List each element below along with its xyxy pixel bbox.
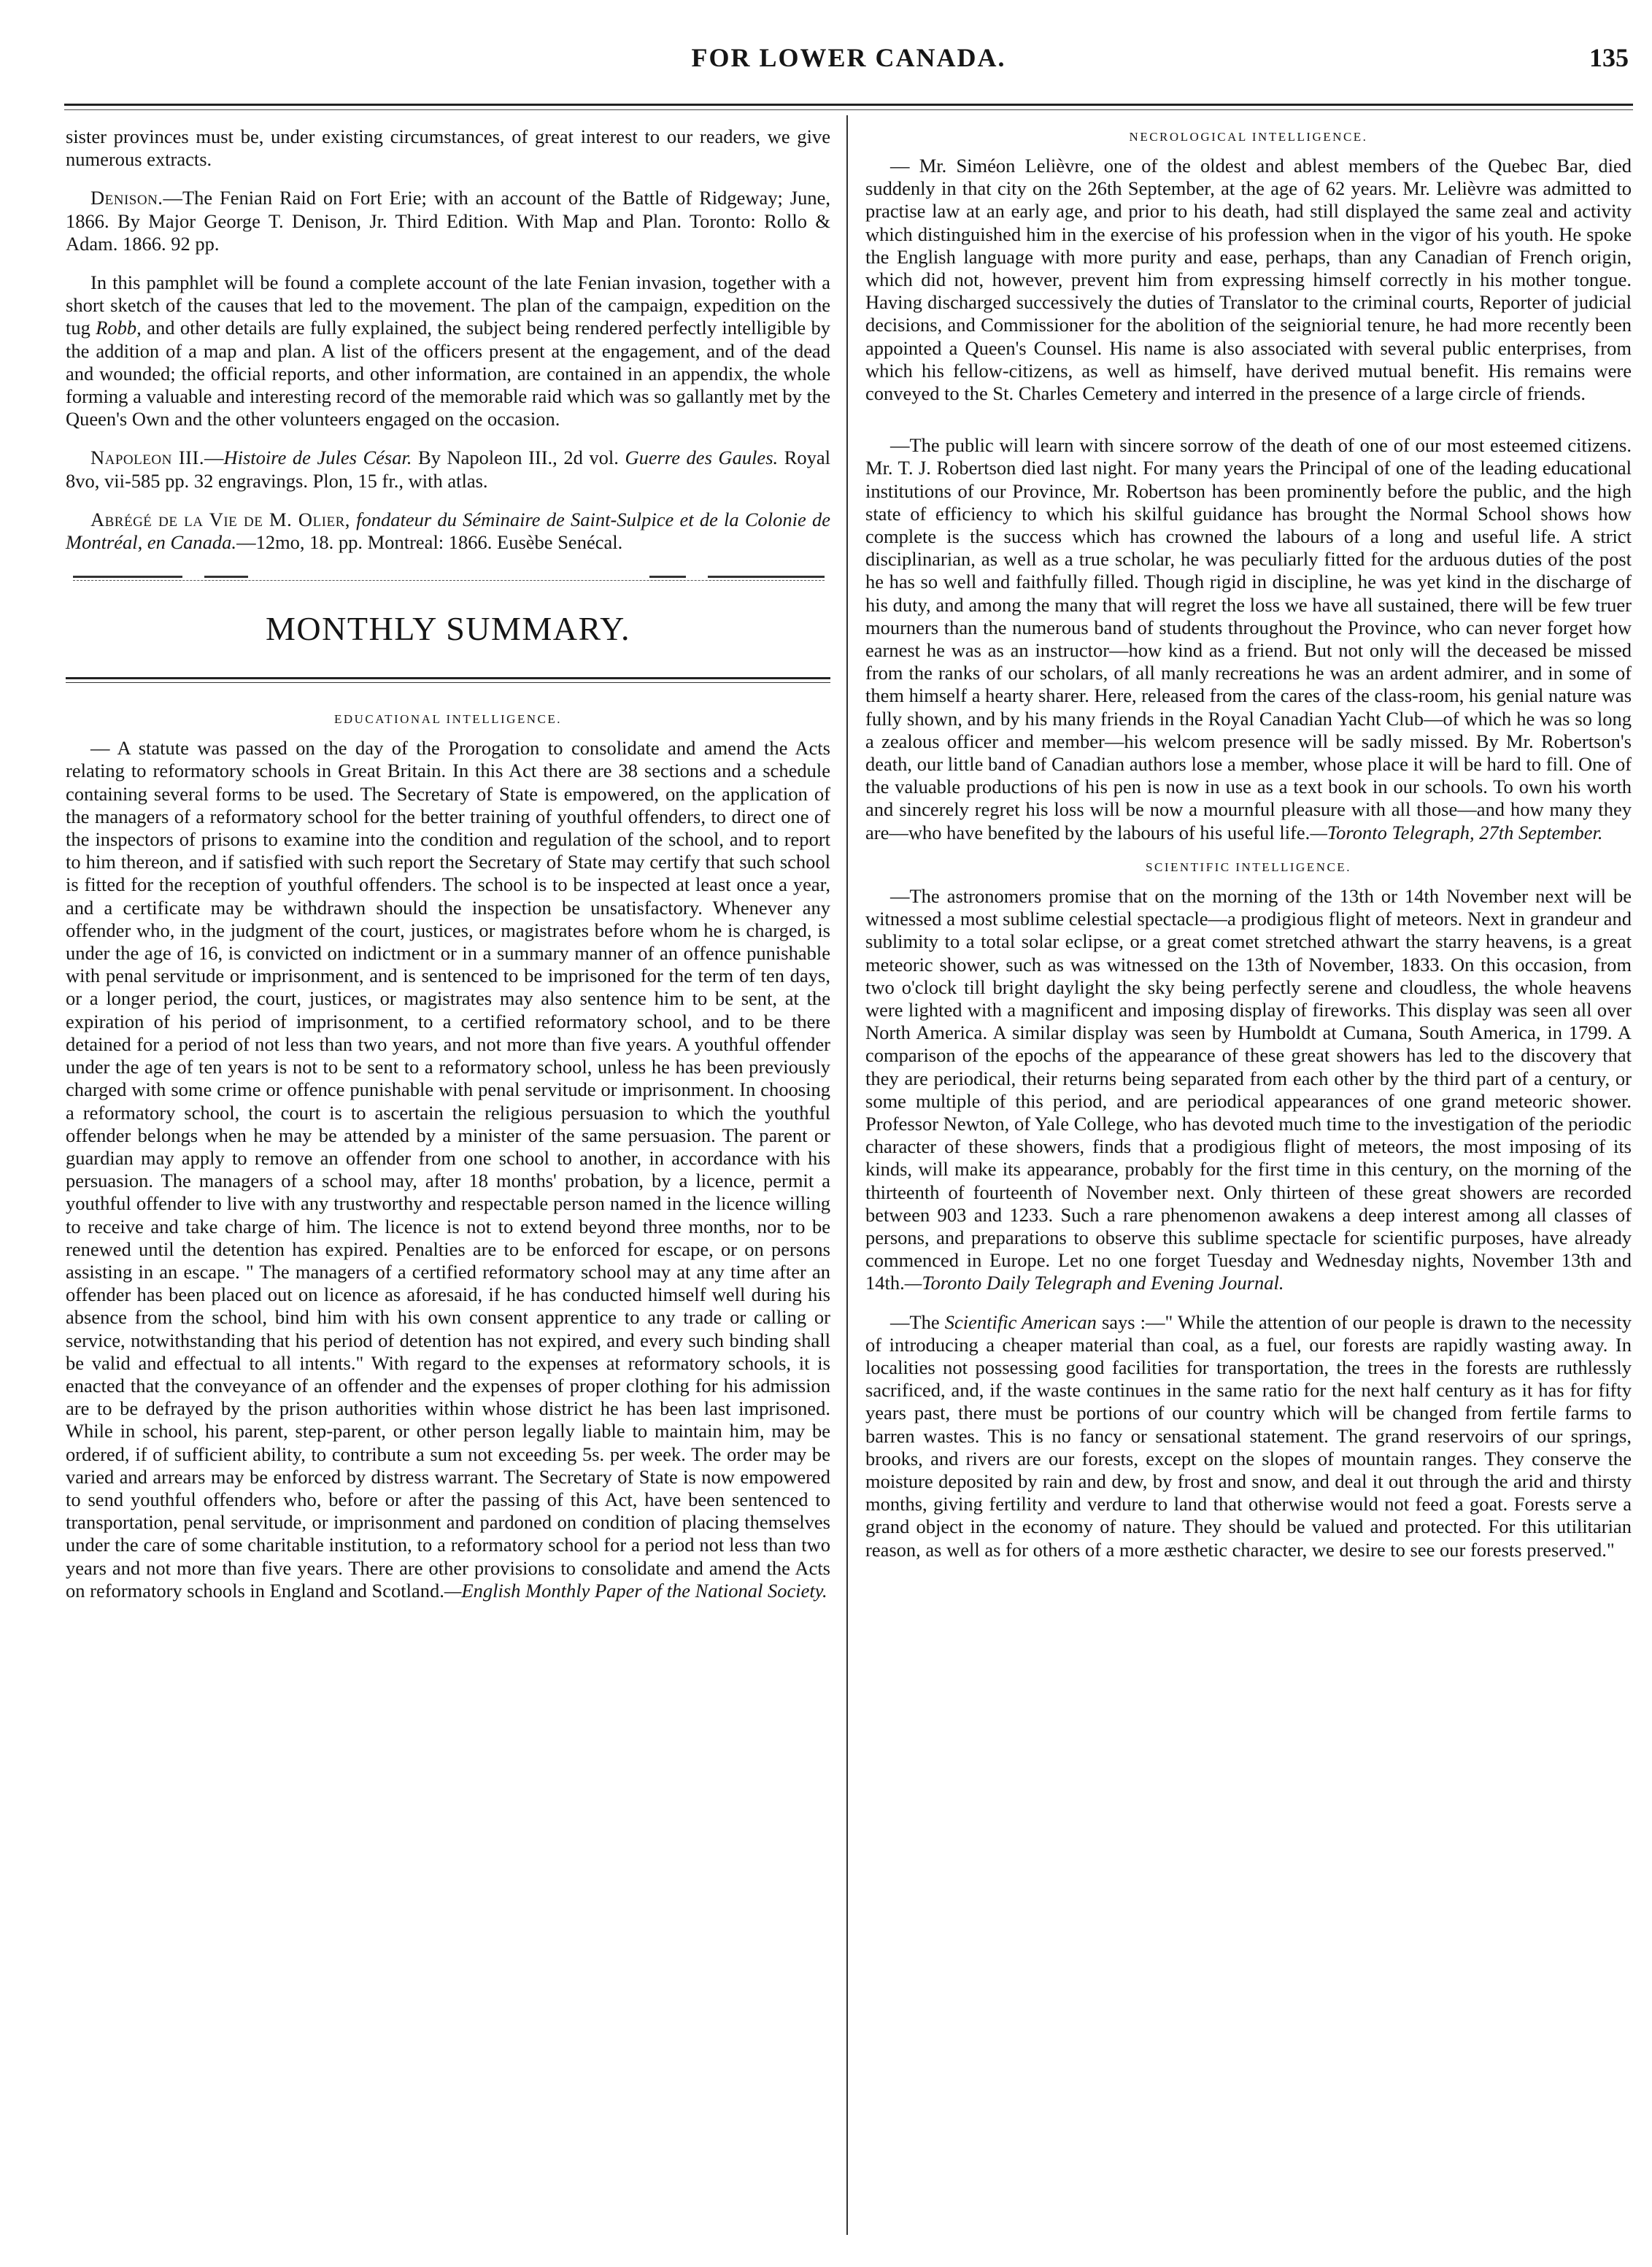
olier-text: —12mo, 18. pp. Montreal: 1866. Eusèbe Senécal. [236, 531, 623, 554]
olier-title: fondateur du Séminaire de Saint-Sulpice et de la Colonie de Montréal, en Canada. [66, 508, 831, 554]
page-header [64, 38, 1633, 82]
page-number: 135 [1589, 43, 1629, 72]
napoleon-entry [66, 447, 830, 492]
necrological-heading: NECROLOGICAL INTELLIGENCE. [1129, 130, 1368, 144]
right-column [865, 125, 1632, 1577]
robertson-text: —The public will learn with sincere sorrow of the death of one of our most esteemed citizens. Mr. T. J. Robertson died last night. For many years the Principal of one of the leading educational institutions of our Province, Mr. Robertson has been prominently before the public, and the high state of efficiency to which his skilful guidance has brought the Normal School shows how complete is the success which has crowned the labours of a long and useful life. A strict disciplinarian, as well as a true scholar, he was peculiarly fitted for the arduous duties of the post he has so well and faithfully filled. Though rigid in discipline, he was yet kind in the discharge of his duty, and among the many that will regret the loss we have all sustained, there will be few truer mourners than the numerous band of students throughout the Province, who can never forget how earnest he was as an instructor—how kind as a friend. But not only will the deceased be missed from the ranks of our scholars, of all manly recreations he was an ardent admirer, and in some of them himself a hearty sharer. Here, released from the cares of the class-room, his genial nature was fully shown, and by his many friends in the Royal Canadian Yacht Club—of which he was so long a zealous officer and member—his welcom presence will be sadly missed. By Mr. Robertson's death, our little band of Canadian authors lose a member, whose place it will be hard to fill. One of the valuable productions of his pen is now in use as a text book in our schools. To own his worth and sincerely regret his loss will be now a mournful pleasure with all those—and how many they are—who have benefited by the labours of his useful life. [865, 434, 1632, 843]
napoleon-author: Napoleon III. [90, 447, 204, 469]
running-title: FOR LOWER CANADA. [691, 43, 1006, 72]
denison-author: Denison. [90, 187, 163, 209]
educational-paragraph [66, 737, 830, 1602]
educational-heading: EDUCATIONAL INTELLIGENCE. [333, 712, 563, 727]
meteor-paragraph [865, 885, 1632, 1295]
forests-lead: —The [890, 1310, 940, 1333]
denison-review [66, 271, 830, 430]
educational-source: —English Monthly Paper of the National Society. [444, 1579, 827, 1602]
intro-paragraph: sister provinces must be, under existing circumstances, of great interest to our readers, we give numerous extracts. [66, 125, 830, 171]
denison-vessel: Robb, [96, 317, 142, 339]
napoleon-title: Histoire de Jules César. [223, 447, 412, 469]
denison-review-b: and other details are fully explained, the subject being rendered perfectly intelligible by the addition of a map and plan. A list of the officers present at the engagement, and of the dead and wounded; the official reports, and other information, are contained in an appendix, the whole forming a valuable and interesting record of the memorable raid which was so gallantly met by the Queen's Own and the other volunteers engaged on the occasion. [66, 317, 831, 430]
napoleon-subtitle: Guerre des Gaules. [625, 447, 779, 469]
olier-author: Abrégé de la Vie de M. Olier, [90, 508, 350, 530]
denison-citation: —The Fenian Raid on Fort Erie; with an account of the Battle of Ridgeway; June, 1866. By Major George T. Denison, Jr. Third Edition. With Map and Plan. Toronto: Rollo & Adam. 1866. 92 pp. [66, 187, 830, 255]
napoleon-text-a: By Napoleon III., 2d vol. [418, 447, 619, 469]
forests-periodical: Scientific American [944, 1310, 1097, 1333]
forests-text: says :—" While the attention of our people is drawn to the necessity of introducing a cheaper material than coal, as a fuel, our forests are rapidly wasting away. In localities not possessing good facilities for transportation, the trees in the forests are ruthlessly sacrificed, and, if the waste continues in the same ratio for the next half century as it has for fifty years past, there must be portions of our country which will be changed from fertile farms to barren wastes. This is no fancy or sensational statement. The grand reservoirs of our springs, brooks, and rivers are our forests, except on the slopes of mountain ranges. They conserve the moisture deposited by rain and dew, by frost and snow, and deal it out through the arid and thirsty months, giving fertility and verdure to land that otherwise would not feed a goat. Forests serve a grand object in the economy of nature. They should be valued and protected. For this utilitarian reason, as well as for others of a more æsthetic character, we desire to see our forests preserved." [865, 1310, 1632, 1561]
robertson-paragraph [865, 434, 1632, 844]
scientific-heading: SCIENTIFIC INTELLIGENCE. [1146, 860, 1351, 874]
header-rule [64, 104, 1633, 106]
educational-text: — A statute was passed on the day of the Prorogation to consolidate and amend the Acts relating to reformatory schools in Great Britain. In this Act there are 38 sections and a schedule containing several forms to be used. The Secretary of State is empowered, on the application of the managers of a reformatory school for the better training of youthful offenders, to direct one of the inspectors of prisons to examine into the condition and regulation of the school, and to report to him thereon, and if satisfied with such report the Secretary of State may certify that such school is fitted for the reception of youthful offenders. The school is to be inspected at least once a year, and a certificate may be withdrawn should the inspection be unsatisfactory. Whenever any offender who, in the judgment of the court, justices, or magistrates before whom he is charged, is under the age of 16, is convicted on indictment or in a summary manner of an offence punishable with penal servitude or imprisonment, and is sentenced to be imprisoned for the term of ten days, or a longer period, the court, justices, or magistrates may also sentence him to be sent, at the expiration of his period of imprisonment, to a certified reformatory school, and to be there detained for a period of not less than two years, and not more than five years. A youthful offender under the age of ten years is not to be sent to a reformatory school, unless he has been previously charged with some crime or offence punishable with penal servitude or imprisonment. In choosing a reformatory school, the court is to ascertain the religious persuasion to which the youthful offender belongs when he may be attended by a minister of the same persuasion. The parent or guardian may apply to remove an offender from one school to another, in accordance with his persuasion. The managers of a school may, after 18 months' probation, by a licence, permit a youthful offender to live with any trustworthy and respectable person named in the licence willing to receive and take charge of him. The licence is not to extend beyond three months, nor to be renewed until the detention has expired. Penalties are to be enforced for escape, or on persons assisting in an escape. " The managers of a certified reformatory school may at any time after an offender has been placed out on licence as aforesaid, if he has conducted himself well during his absence from the school, bind him with his own consent apprentice to any trade or calling or service, notwithstanding that his period of detention has not expired, and every such binding shall be valid and effectual to all intents." With regard to the expenses at reformatory schools, it is enacted that the conveyance of an offender and the expenses of proper clothing for his admission are to be defrayed by the prison authorities within whose district he has been last imprisoned. While in school, his parent, step-parent, or other person legally liable to maintain him, may be ordered, if of sufficient ability, to contribute a sum not exceeding 5s. per week. The order may be varied and arrears may be enforced by distress warrant. The Secretary of State is now empowered to send youthful offenders who, before or after the passing of this Act, have been sentenced to transportation, penal servitude, or imprisonment and pardoned on condition of placing themselves under the care of some charitable institution, to a reformatory school for a period not less than two years and not more than five years. There are other provisions to consolidate and amend the Acts on reformatory schools in England and Scotland. [66, 737, 830, 1602]
left-column [66, 125, 830, 1618]
napoleon-text-b: Royal 8vo, vii-585 pp. 32 engravings. Plon, 15 fr., with atlas. [66, 447, 831, 492]
monthly-summary-rule [66, 677, 830, 683]
napoleon-dash: — [204, 447, 224, 469]
dash-rule [66, 571, 830, 584]
monthly-summary-heading: MONTHLY SUMMARY. [266, 610, 630, 648]
meteor-text: —The astronomers promise that on the morning of the 13th or 14th November next will be witnessed a most sublime celestial spectacle—a prodigious flight of meteors. Next in grandeur and sublimity to a total solar eclipse, or a great comet stretched athwart the starry heavens, is a great meteoric shower, such as was witnessed on the 13th of November, 1833. On this occasion, from two o'clock till bright daylight the sky being perfectly serene and cloudless, the whole heavens were lighted with a magnificent and imposing display of fireworks. This display was seen all over North America. A similar display was seen by Humboldt at Cumana, South America, in 1799. A comparison of the epochs of the appearance of these great showers has led to the discovery that they are periodical, their returns being separated from each other by the third part of a century, or some multiple of this period, and are periodical appearances of one grand meteoric shower. Professor Newton, of Yale College, who has devoted much time to the investigation of the periodic character of these showers, finds that a prodigious flight of meteors, the most imposing of its kinds, will make its appearance, probably for the first time in this century, on the morning of the thirteenth of fourteenth of November next. Only thirteen of these great showers are recorded between 903 and 1233. Such a rare phenomenon awakens a deep interest among all classes of persons, and preparations to observe this sublime spectacle for scientific purposes, have already commenced in Europe. Let no one forget Tuesday and Wednesday nights, November 13th and 14th. [865, 884, 1632, 1294]
lelievre-paragraph: — Mr. Siméon Lelièvre, one of the oldest and ablest members of the Quebec Bar, died suddenly in that city on the 26th September, at the age of 62 years. Mr. Lelièvre was admitted to practise law at an early age, and prior to his death, had still displayed the same zeal and activity which distinguished him in the exercise of his profession when in the vigor of his youth. He spoke the English language with more purity and ease, perhaps, than any Canadian of French origin, which did not, however, prevent him from expressing himself correctly in his mother tongue. Having discharged successively the duties of Translator to the criminal courts, Reporter of judicial decisions, and Commissioner for the abolition of the seigniorial tenure, he had more recently been appointed a Queen's Counsel. His name is also associated with several public enterprises, from which his fellow-citizens, as well as himself, have derived mutual benefit. His remains were conveyed to the St. Charles Cemetery and interred in the presence of a large circle of friends. [865, 155, 1632, 405]
robertson-source: —Toronto Telegraph, 27th September. [1310, 821, 1603, 843]
header-rule-thin [64, 109, 1633, 110]
meteor-source: —Toronto Daily Telegraph and Evening Journal. [904, 1272, 1284, 1294]
olier-entry [66, 509, 830, 554]
forests-paragraph [865, 1311, 1632, 1561]
denison-entry [66, 187, 830, 255]
denison-review-a: In this pamphlet will be found a complete account of the late Fenian invasion, together with a short sketch of the causes that led to the movement. The plan of the campaign, expedition on the tug [66, 271, 830, 339]
column-divider [846, 115, 848, 2235]
